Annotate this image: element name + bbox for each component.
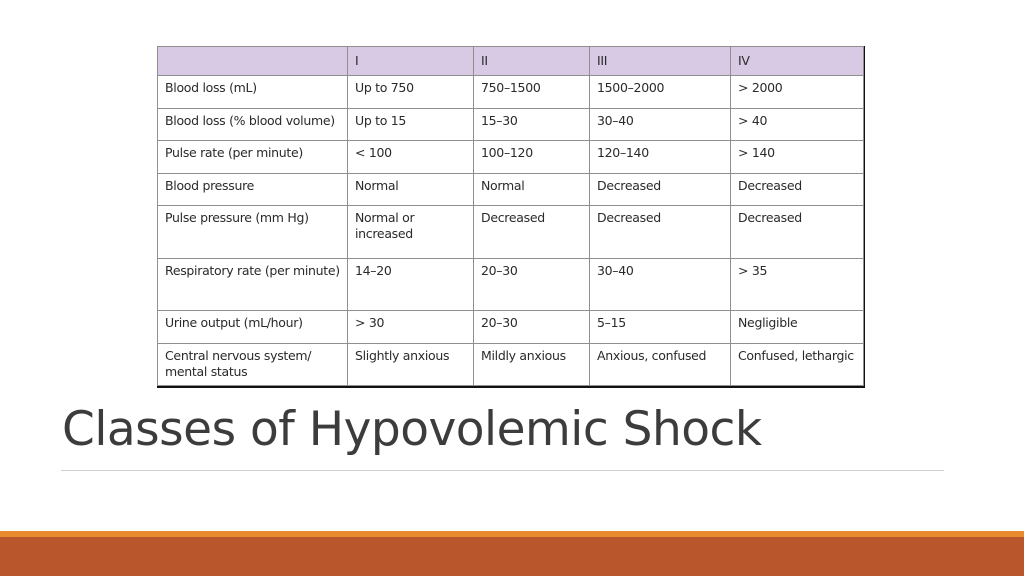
table-cell: > 40: [731, 108, 864, 141]
table-cell: 100–120: [474, 141, 590, 174]
shock-classes-table-image: [157, 46, 865, 388]
row-label: Respiratory rate (per minute): [158, 258, 348, 311]
row-label: Blood pressure: [158, 173, 348, 206]
table-cell: Mildly anxious: [474, 343, 590, 385]
table-cell: 1500–2000: [590, 76, 731, 109]
table-cell: 30–40: [590, 258, 731, 311]
table-cell: 120–140: [590, 141, 731, 174]
table-cell: Negligible: [731, 311, 864, 344]
header-class-iv: IV: [731, 47, 864, 76]
header-class-ii: II: [474, 47, 590, 76]
table-header-row: [158, 47, 864, 76]
table-cell: Normal: [474, 173, 590, 206]
table-cell: 20–30: [474, 311, 590, 344]
table-cell: > 30: [348, 311, 474, 344]
table-row: [158, 108, 864, 141]
row-label: Pulse pressure (mm Hg): [158, 206, 348, 259]
table-cell: Normal or increased: [348, 206, 474, 259]
table-row: [158, 76, 864, 109]
table-cell: > 35: [731, 258, 864, 311]
table-cell: Decreased: [474, 206, 590, 259]
table-cell: Normal: [348, 173, 474, 206]
table-row: [158, 173, 864, 206]
table-cell: Up to 15: [348, 108, 474, 141]
shock-classes-table: [157, 46, 864, 386]
header-corner-cell: [158, 47, 348, 76]
table-cell: 15–30: [474, 108, 590, 141]
table-cell: 30–40: [590, 108, 731, 141]
slide-title: Classes of Hypovolemic Shock: [62, 402, 762, 457]
table-cell: Slightly anxious: [348, 343, 474, 385]
row-label: Blood loss (mL): [158, 76, 348, 109]
table-row: [158, 258, 864, 311]
footer-band: [0, 537, 1024, 576]
table-row: [158, 311, 864, 344]
table-cell: < 100: [348, 141, 474, 174]
row-label: Central nervous system/ mental status: [158, 343, 348, 385]
table-cell: 20–30: [474, 258, 590, 311]
table-cell: Up to 750: [348, 76, 474, 109]
table-cell: Decreased: [590, 206, 731, 259]
row-label: Pulse rate (per minute): [158, 141, 348, 174]
header-class-iii: III: [590, 47, 731, 76]
table-cell: Decreased: [590, 173, 731, 206]
table-row: [158, 206, 864, 259]
row-label: Urine output (mL/hour): [158, 311, 348, 344]
table-cell: > 2000: [731, 76, 864, 109]
table-row: [158, 141, 864, 174]
title-divider: [61, 470, 944, 471]
table-cell: 750–1500: [474, 76, 590, 109]
table-cell: 5–15: [590, 311, 731, 344]
row-label: Blood loss (% blood volume): [158, 108, 348, 141]
table-cell: > 140: [731, 141, 864, 174]
table-cell: Anxious, confused: [590, 343, 731, 385]
table-cell: Confused, lethargic: [731, 343, 864, 385]
table-cell: Decreased: [731, 173, 864, 206]
header-class-i: I: [348, 47, 474, 76]
table-cell: Decreased: [731, 206, 864, 259]
table-row: [158, 343, 864, 385]
table-cell: 14–20: [348, 258, 474, 311]
